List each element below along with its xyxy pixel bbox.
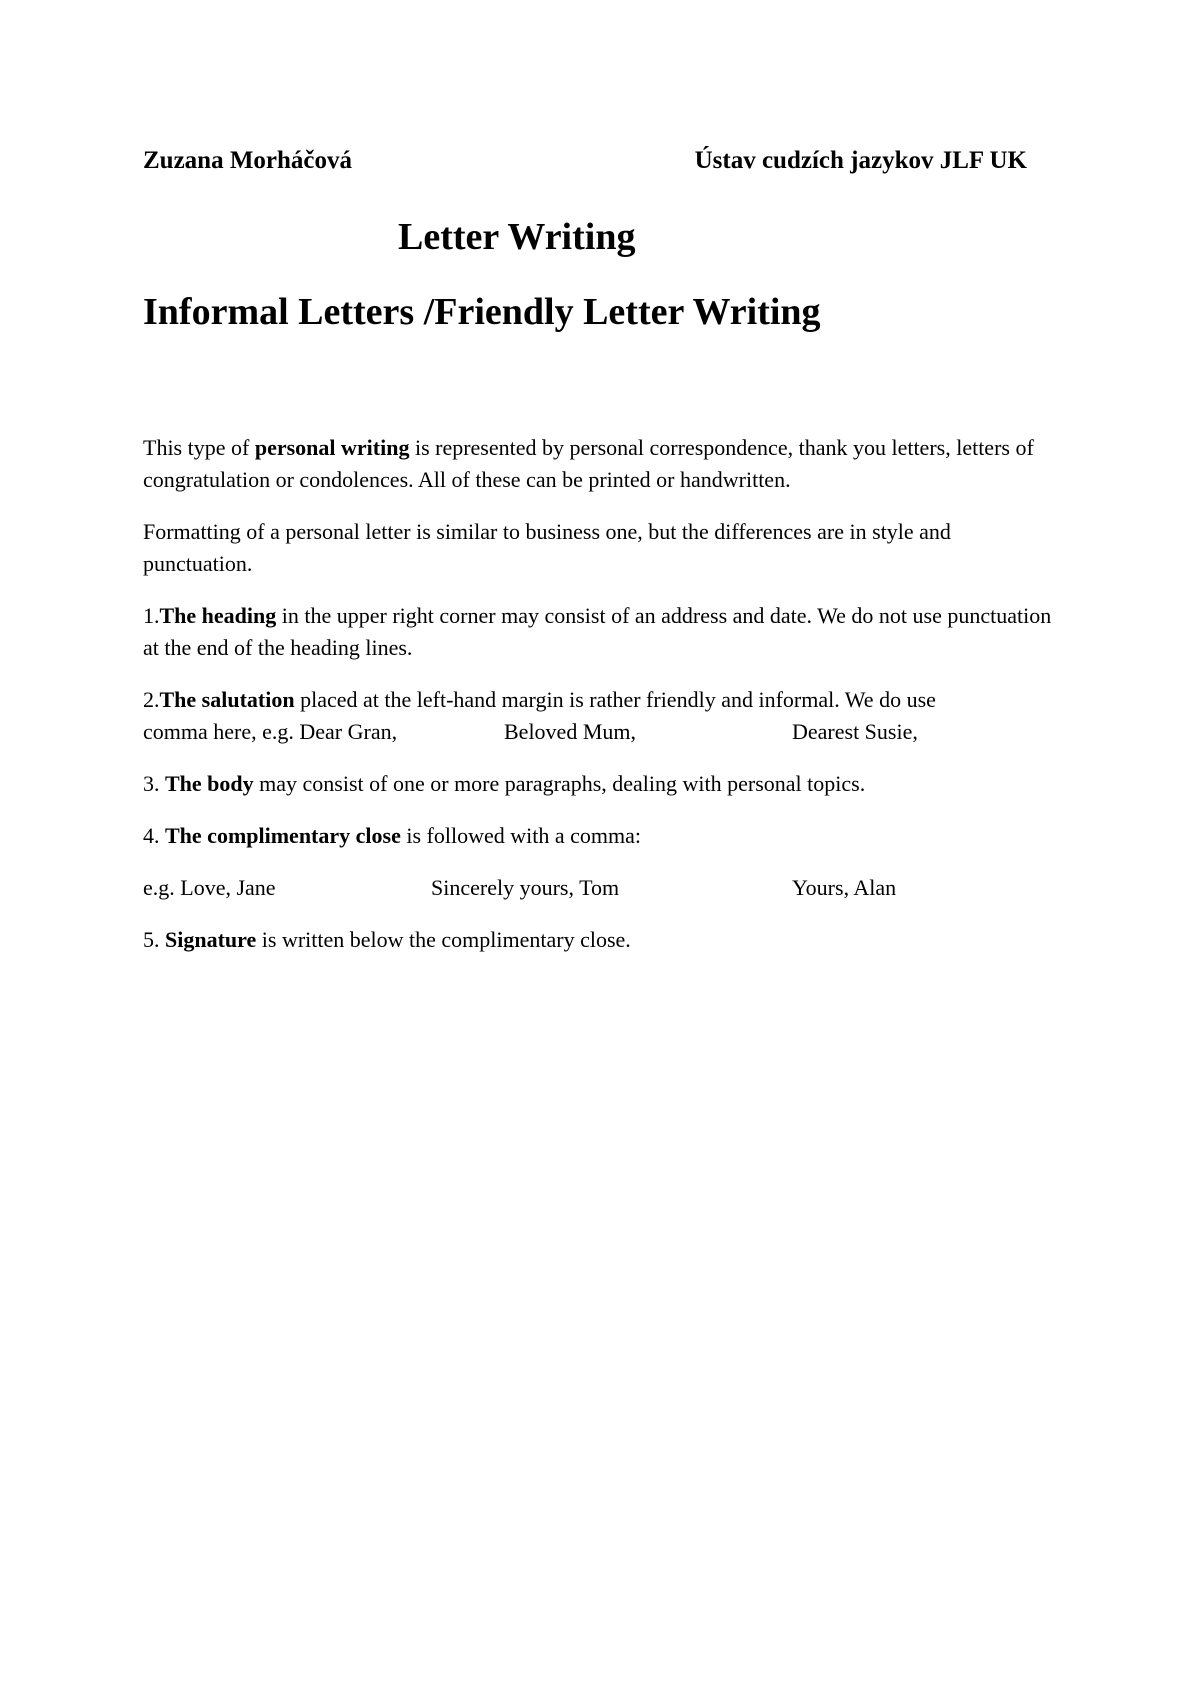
intro-paragraph: [143, 432, 1053, 496]
heading-item-number: 1.: [143, 603, 160, 628]
intro-before: This type of: [143, 435, 255, 460]
salutation-item-number: 2.: [143, 687, 160, 712]
body-item-text: may consist of one or more paragraphs, dealing with personal topics.: [253, 771, 866, 796]
document-title: Letter Writing: [398, 216, 636, 258]
author-name: Zuzana Morháčová: [143, 147, 353, 174]
salutation-example-3: Dearest Susie,: [792, 719, 918, 744]
closing-example-1: e.g. Love, Jane: [143, 875, 276, 900]
body-item-term: The body: [165, 771, 254, 796]
salutation-examples: [143, 716, 1053, 748]
salutation-example-2: Beloved Mum,: [504, 719, 636, 744]
salutation-item-line: [143, 684, 1053, 716]
intro-after: is represented by personal correspondence, thank you letters, letters of congratulation or condolences. All of these can be printed or handwritten.: [143, 435, 1034, 492]
document-header: [143, 143, 1027, 179]
salutation-item-term: The salutation: [159, 687, 295, 712]
close-item-term: The complimentary close: [165, 823, 401, 848]
close-item-number: 4.: [143, 823, 165, 848]
closing-examples: [143, 872, 1053, 904]
heading-item-text: in the upper right corner may consist of an address and date. We do not use punctuation at the end of the heading lines.: [143, 603, 1052, 660]
salutation-item-text: placed at the left-hand margin is rather friendly and informal. We do use: [294, 687, 936, 712]
close-item-text: is followed with a comma:: [400, 823, 641, 848]
body-item: [143, 768, 1053, 800]
closing-example-2: Sincerely yours, Tom: [431, 875, 620, 900]
signature-item-number: 5.: [143, 927, 165, 952]
close-item: [143, 820, 1053, 852]
signature-item-term: Signature: [165, 927, 257, 952]
closing-example-3: Yours, Alan: [792, 875, 897, 900]
body-item-number: 3.: [143, 771, 165, 796]
signature-item-text: is written below the complimentary close.: [256, 927, 631, 952]
heading-item: [143, 600, 1053, 664]
salutation-item: [143, 684, 1053, 748]
document-body: [143, 432, 1053, 976]
signature-item: [143, 924, 1053, 956]
institution-name: Ústav cudzích jazykov JLF UK: [694, 147, 1027, 174]
salutation-example-1: comma here, e.g. Dear Gran,: [143, 719, 398, 744]
heading-item-term: The heading: [159, 603, 277, 628]
formatting-paragraph: Formatting of a personal letter is similar to business one, but the differences are in style and punctuation.: [143, 519, 951, 576]
intro-bold-term: personal writing: [254, 435, 410, 460]
document-subtitle: Informal Letters /Friendly Letter Writing: [143, 291, 821, 333]
